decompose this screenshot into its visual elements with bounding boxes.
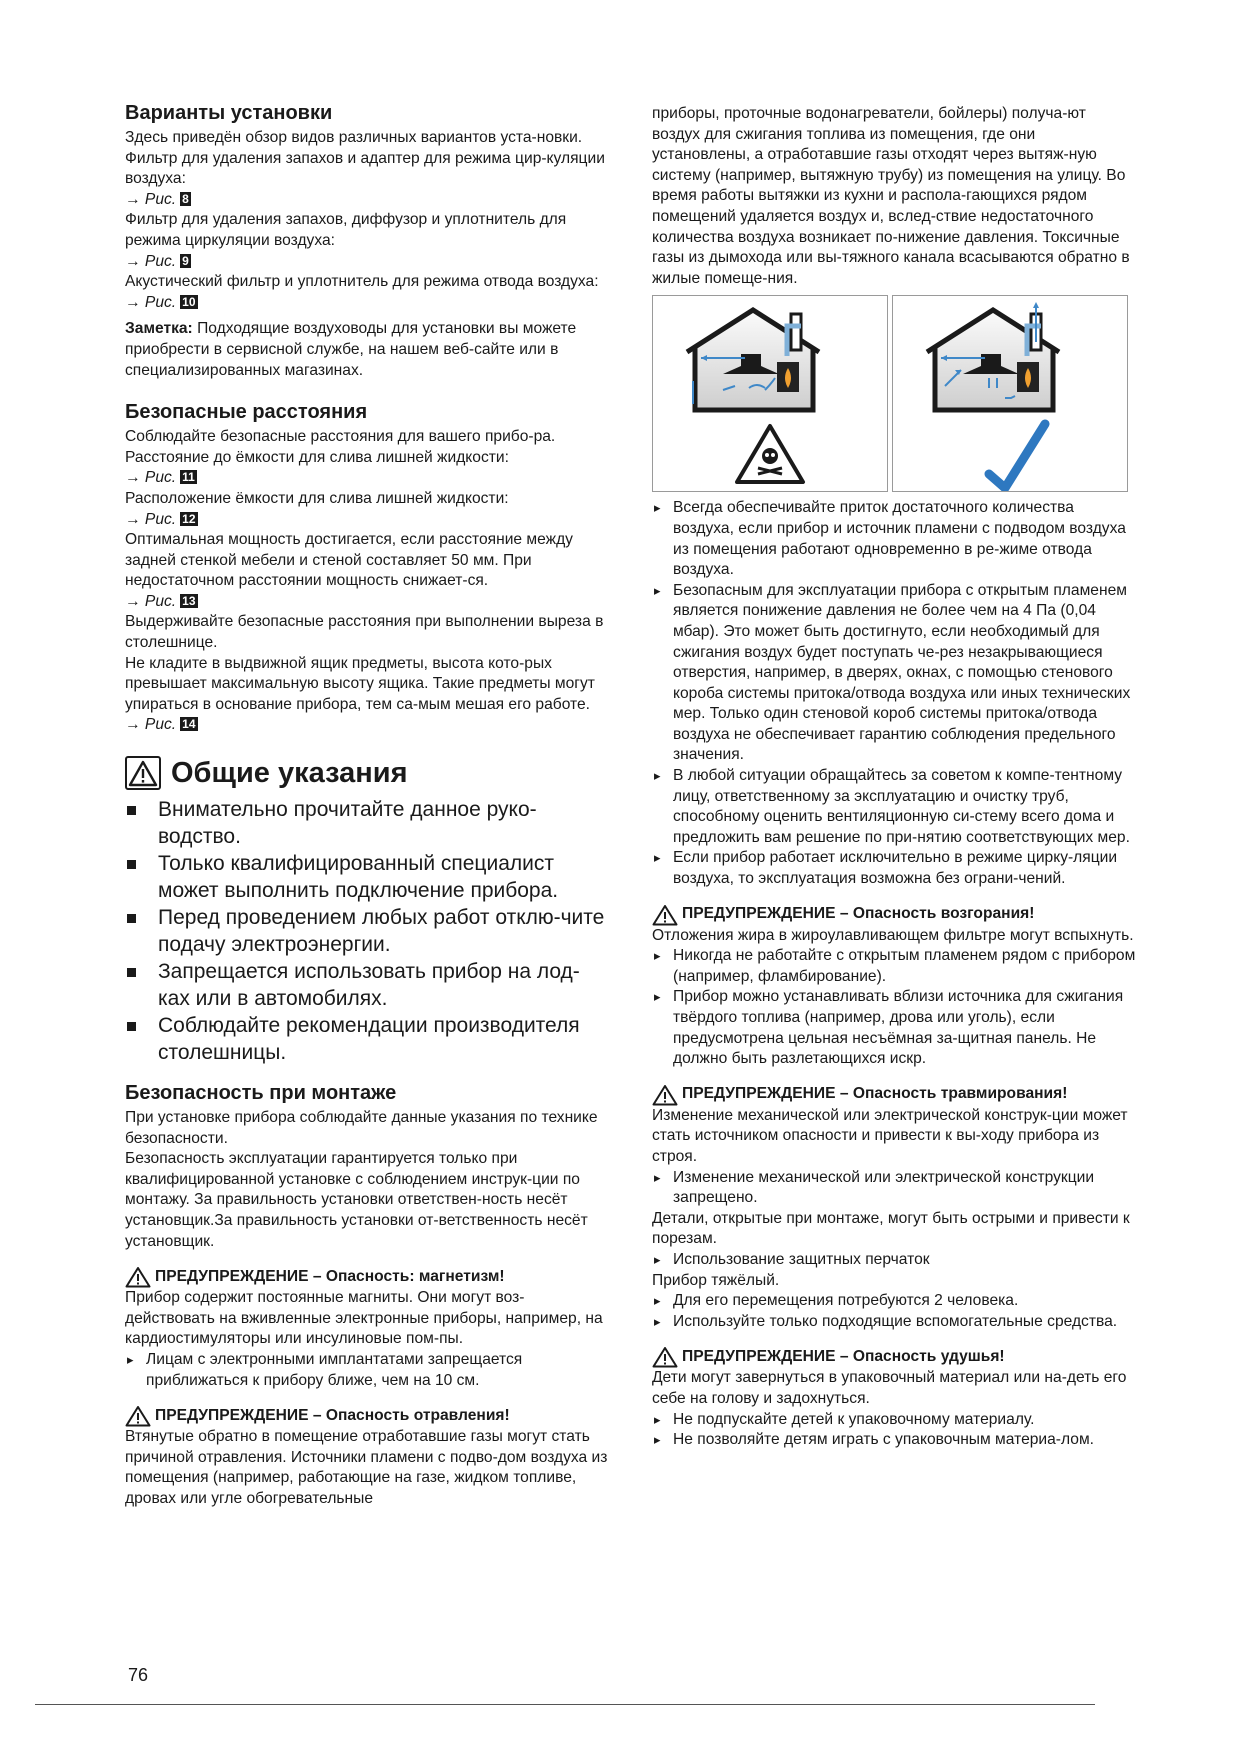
- list-item: ▸ В любой ситуации обращайтесь за советом к компе-тентному лицу, ответственному за эксплуатацию и очистку труб, способному оценить вентиляционную си-стему всего дома и предложить вам решение по при-нятию соответствующих мер.: [652, 766, 1137, 848]
- bullet-list: [652, 946, 1137, 1070]
- warning-heading-poisoning: ПРЕДУПРЕЖДЕНИЕ – Опасность отравления!: [125, 1405, 610, 1427]
- list-item: Запрещается использовать прибор на лод-ках или в автомобилях.: [125, 958, 610, 1012]
- list-item: Перед проведением любых работ отклю-чите подачу электроэнергии.: [125, 904, 610, 958]
- list-item: ▸ Для его перемещения потребуются 2 человека.: [652, 1291, 1137, 1312]
- figure-reference: → Рис. 13: [125, 592, 196, 610]
- figure-reference: → Рис. 14: [125, 716, 196, 734]
- skull-icon: [762, 448, 778, 464]
- section-heading-variants: Варианты установки: [125, 102, 333, 124]
- paragraph: Не кладите в выдвижной ящик предметы, высота кото-рых превышает максимальную высоту ящика. Такие предметы могут упираться в основание прибора, тем са-мым мешая его работе.: [125, 654, 595, 713]
- figure-number-badge: 10: [182, 294, 196, 309]
- paragraph: Акустический фильтр и уплотнитель для режима отвода воздуха:: [125, 273, 599, 291]
- left-column: [125, 100, 610, 1510]
- paragraph: Прибор тяжёлый.: [652, 1271, 780, 1289]
- warning-heading-injury: ПРЕДУПРЕЖДЕНИЕ – Опасность травмирования!: [652, 1084, 1137, 1106]
- section-heading-mounting: Безопасность при монтаже: [125, 1082, 397, 1105]
- list-item: Соблюдайте рекомендации производителя столешницы.: [125, 1012, 610, 1066]
- figure-reference: → Рис. 8: [125, 190, 189, 208]
- paragraph: Здесь приведён обзор видов различных вариантов уста-новки.: [125, 129, 583, 146]
- paragraph: Фильтр для удаления запахов, диффузор и уплотнитель для режима циркуляции воздуха:: [125, 211, 567, 249]
- warning-box-icon: [125, 756, 161, 790]
- list-item: ▸ Лицам с электронными имплантатами запрещается приближаться к прибору ближе, чем на 10 см.: [125, 1350, 610, 1391]
- bullet-list: [652, 1410, 1137, 1451]
- general-notes-header: [125, 756, 610, 790]
- list-item: ▸ Никогда не работайте с открытым пламенем рядом с прибором (например, фламбирование).: [652, 946, 1137, 987]
- house-illustration: [893, 296, 1127, 491]
- warning-triangle-icon: [125, 1405, 151, 1427]
- paragraph: При установке прибора соблюдайте данные указания по технике безопасности.: [125, 1109, 598, 1147]
- list-item: ▸ Используйте только подходящие вспомогательные средства.: [652, 1312, 1137, 1333]
- list-item: ▸ Изменение механической или электрической конструкции запрещено.: [652, 1168, 1137, 1209]
- warning-heading-suffocation: ПРЕДУПРЕЖДЕНИЕ – Опасность удушья!: [652, 1346, 1137, 1368]
- warning-triangle-icon: [652, 1346, 678, 1368]
- paragraph: Фильтр для удаления запахов и адаптер для режима цир-куляции воздуха:: [125, 149, 605, 188]
- figure-number-badge: 14: [182, 717, 196, 732]
- figure-number-badge: 11: [182, 470, 195, 485]
- note-label: Заметка:: [125, 320, 193, 338]
- hood-icon: [981, 354, 1001, 366]
- paragraph: Детали, открытые при монтаже, могут быть острыми и привести к порезам.: [652, 1209, 1130, 1248]
- paragraph: Оптимальная мощность достигается, если расстояние между задней стенкой мебели и стеной составляет 50 мм. При недостаточном расстоянии мощность снижает-ся.: [125, 531, 573, 590]
- list-item: Внимательно прочитайте данное руко-водство.: [125, 796, 610, 850]
- list-item: ▸ Прибор можно устанавливать вблизи источника для сжигания твёрдого топлива (например, дрова или уголь), если предусмотрена цельная несъёмная за-щитная панель. Не должно быть разлетающихся искр.: [652, 987, 1137, 1069]
- house-illustration: [653, 296, 887, 491]
- paragraph: Изменение механической или электрической конструк-ции может стать источником опасности и привести к вы-ходу прибора из строя.: [652, 1106, 1128, 1165]
- paragraph: Дети могут завернуться в упаковочный материал или на-деть его себе на голову и задохнуться.: [652, 1369, 1127, 1407]
- bullet-list: [652, 498, 1137, 889]
- warning-triangle-icon: [125, 1266, 151, 1288]
- figure-number-badge: 12: [182, 511, 196, 526]
- bullet-list: [652, 1168, 1137, 1209]
- figure-reference: → Рис. 11: [125, 469, 195, 487]
- footer-rule: [35, 1704, 1095, 1705]
- right-column: [652, 104, 1137, 1451]
- figure-number-badge: 8: [182, 191, 189, 206]
- list-item: ▸ Не подпускайте детей к упаковочному материалу.: [652, 1410, 1137, 1431]
- bullet-list: [125, 1350, 610, 1391]
- warning-triangle-icon: [652, 1084, 678, 1106]
- figure-reference: → Рис. 12: [125, 510, 196, 528]
- page-number: 76: [128, 1665, 149, 1685]
- paragraph: Прибор содержит постоянные магниты. Они могут воз-действовать на вживленные электронные приборы, например, на кардиостимуляторы или инсулиновые пом-пы.: [125, 1289, 603, 1348]
- general-notes-list: [125, 796, 610, 1066]
- paragraph: приборы, проточные водонагреватели, бойлеры) получа-ют воздух для сжигания топлива из помещения, где они установлены, а отработавшие газы отходят через вытяж-ную систему (например, вытяжную трубу) из помещения на улицу. Во время работы вытяжки из кухни и распола-гающихся рядом помещений удаляется воздух и, вслед-ствие недостаточного количества воздуха возникает по-нижение давления. Токсичные газы из дымохода или вы-тяжного канала всасываются обратно в жилые помеще-ния.: [652, 105, 1130, 287]
- paragraph: Расположение ёмкости для слива лишней жидкости:: [125, 489, 509, 507]
- list-item: ▸ Всегда обеспечивайте приток достаточного количества воздуха, если прибор и источник пламени с подводом воздуха из помещения работают одновременно в ре-жиме отвода воздуха.: [652, 498, 1137, 580]
- hood-icon: [741, 354, 761, 366]
- illustration-panel-ok: [892, 295, 1128, 492]
- figure-reference: → Рис. 10: [125, 293, 196, 311]
- paragraph: Выдерживайте безопасные расстояния при выполнении выреза в столешнице.: [125, 613, 604, 652]
- bullet-list: [652, 1250, 1137, 1271]
- figure-number-badge: 13: [182, 593, 196, 608]
- paragraph: Отложения жира в жироулавливающем фильтре могут вспыхнуть.: [652, 926, 1134, 944]
- list-item: ▸ Если прибор работает исключительно в режиме цирку-ляции воздуха, то эксплуатация возможна без ограни-чений.: [652, 848, 1137, 889]
- paragraph: Расстояние до ёмкости для слива лишней жидкости:: [125, 448, 509, 466]
- section-heading-distances: Безопасные расстояния: [125, 401, 368, 424]
- paragraph: Втянутые обратно в помещение отработавшие газы могут стать причиной отравления. Источники пламени с подво-дом воздуха из помещения (например, работающие на газе, жидком топливе, дровах или угле обогревательные: [125, 1428, 608, 1507]
- note-paragraph: Заметка: Подходящие воздуховоды для установки вы можете приобрести в сервисной службе, на нашем веб-сайте или в специализированных магазинах.: [125, 320, 577, 379]
- illustration-panel-danger: [652, 295, 888, 492]
- list-item: Только квалифицированный специалист может выполнить подключение прибора.: [125, 850, 610, 904]
- figure-number-badge: 9: [182, 253, 189, 268]
- ventilation-illustration: [652, 295, 1137, 492]
- checkmark-icon: [989, 424, 1045, 488]
- warning-triangle-icon: [652, 904, 678, 926]
- paragraph: Безопасность эксплуатации гарантируется только при квалифицированной установке с соблюдением инструк-ции по монтажу. За правильность установки ответствен-ность несёт установщик.За правильность установки от-ветственность несёт установщик.: [125, 1150, 588, 1250]
- list-item: ▸ Использование защитных перчаток: [652, 1250, 1137, 1271]
- bullet-list: [652, 1291, 1137, 1332]
- list-item: ▸ Не позволяйте детям играть с упаковочным материа-лом.: [652, 1430, 1137, 1451]
- section-heading-general: Общие указания: [171, 757, 408, 790]
- warning-heading-magnetism: ПРЕДУПРЕЖДЕНИЕ – Опасность: магнетизм!: [125, 1266, 610, 1288]
- paragraph: Соблюдайте безопасные расстояния для вашего прибо-ра.: [125, 428, 556, 446]
- list-item: ▸ Безопасным для эксплуатации прибора с открытым пламенем является понижение давления не более чем на 4 Па (0,04 мбар). Это может быть достигнуто, если необходимый для сжигания воздух будет поступать че-рез незакрывающиеся отверстия, например, в дверях, окнах, с помощью стенового короба системы притока/отвода воздуха или иных технических мер. Только один стеновой короб системы притока/отвода воздуха не обеспечивает гарантию соблюдения предельного значения.: [652, 581, 1137, 766]
- figure-reference: → Рис. 9: [125, 252, 189, 270]
- warning-heading-fire: ПРЕДУПРЕЖДЕНИЕ – Опасность возгорания!: [652, 904, 1137, 926]
